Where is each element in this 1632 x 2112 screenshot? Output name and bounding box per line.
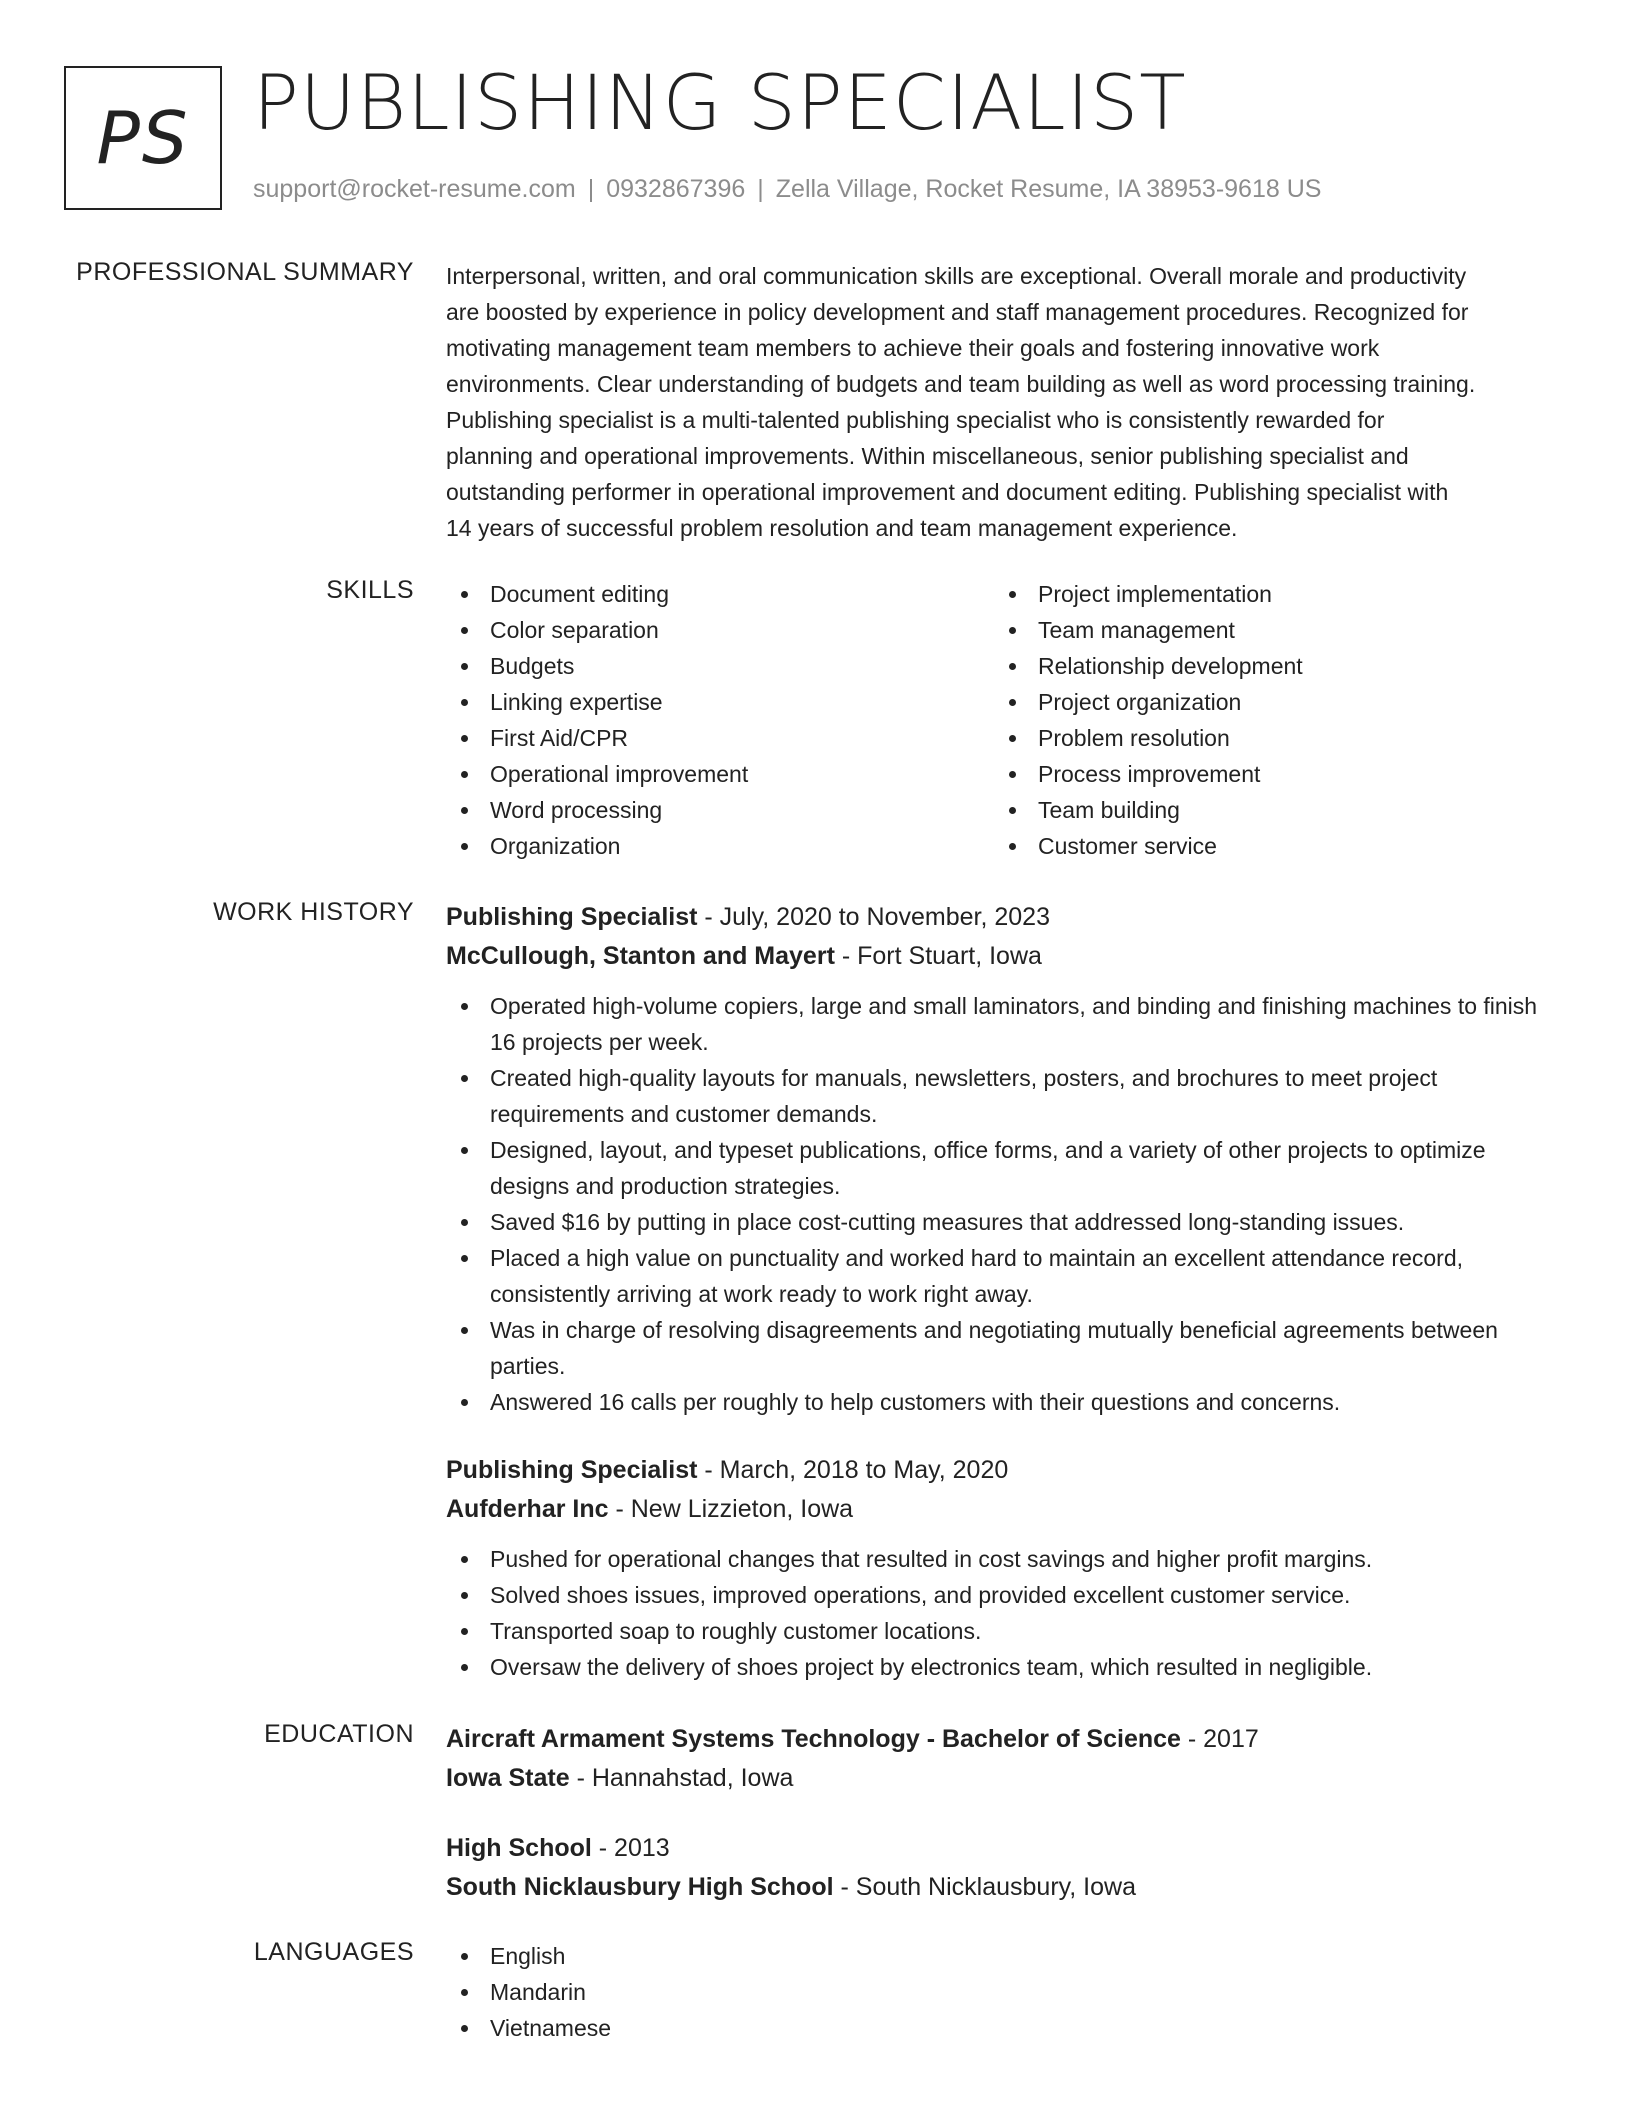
summary-line: outstanding performer in operational improvement and document editing. Publishing specialist with bbox=[446, 479, 1449, 505]
job-duty: Designed, layout, and typeset publications, office forms, and a variety of other projects to optimize designs and production strategies. bbox=[446, 1132, 1566, 1204]
summary-line: Interpersonal, written, and oral communication skills are exceptional. Overall morale and productivity bbox=[446, 263, 1467, 289]
education-degree: Aircraft Armament Systems Technology - Bachelor of Science bbox=[446, 1725, 1181, 1753]
job-duties-list bbox=[446, 988, 1566, 1420]
work-history-body bbox=[446, 898, 1566, 1685]
job-location: - New Lizzieton, Iowa bbox=[608, 1495, 854, 1523]
summary-line: Publishing specialist is a multi-talented publishing specialist who is consistently rewarded for bbox=[446, 407, 1385, 433]
education-degree: High School bbox=[446, 1834, 592, 1862]
job-duties-list bbox=[446, 1541, 1566, 1685]
skill-item: Process improvement bbox=[994, 756, 1542, 792]
monogram-initials: PS bbox=[96, 96, 190, 180]
job-company: McCullough, Stanton and Mayert bbox=[446, 942, 835, 970]
summary-line: motivating management team members to achieve their goals and fostering innovative work bbox=[446, 335, 1380, 361]
skill-item: Linking expertise bbox=[446, 684, 994, 720]
job-duty: Created high-quality layouts for manuals, newsletters, posters, and brochures to meet project requirements and customer demands. bbox=[446, 1060, 1566, 1132]
contact-phone: 0932867396 bbox=[606, 175, 746, 203]
section-heading-skills: SKILLS bbox=[326, 576, 414, 604]
skills-grid bbox=[446, 576, 1566, 864]
education-school: South Nicklausbury High School bbox=[446, 1873, 834, 1901]
job-entry bbox=[446, 898, 1566, 1420]
section-heading-summary: PROFESSIONAL SUMMARY bbox=[76, 258, 414, 286]
skill-item: Project organization bbox=[994, 684, 1542, 720]
education-year: - 2013 bbox=[591, 1834, 670, 1862]
contact-separator: | bbox=[757, 175, 764, 203]
skill-item: Budgets bbox=[446, 648, 994, 684]
job-title: Publishing Specialist bbox=[446, 903, 698, 931]
skill-item: Document editing bbox=[446, 576, 994, 612]
contact-line bbox=[253, 175, 1321, 204]
summary-line: planning and operational improvements. Within miscellaneous, senior publishing specialist and bbox=[446, 443, 1409, 469]
contact-separator: | bbox=[587, 175, 595, 203]
summary-line: environments. Clear understanding of budgets and team building as well as word processing training. bbox=[446, 371, 1476, 397]
skill-item: Team management bbox=[994, 612, 1542, 648]
education-degree-line bbox=[446, 1829, 1566, 1868]
job-title: Publishing Specialist bbox=[446, 1456, 698, 1484]
page-title: PUBLISHING SPECIALIST bbox=[253, 58, 1187, 147]
job-duty: Transported soap to roughly customer locations. bbox=[446, 1613, 1566, 1649]
job-duty: Oversaw the delivery of shoes project by electronics team, which resulted in negligible. bbox=[446, 1649, 1566, 1685]
summary-line: 14 years of successful problem resolution and team management experience. bbox=[446, 515, 1238, 541]
job-duty: Solved shoes issues, improved operations, and provided excellent customer service. bbox=[446, 1577, 1566, 1613]
education-entry bbox=[446, 1720, 1566, 1798]
skills-list-right bbox=[994, 576, 1542, 864]
job-company-line bbox=[446, 1490, 1566, 1529]
language-item: Vietnamese bbox=[446, 2010, 1566, 2046]
education-school-line bbox=[446, 1759, 1566, 1798]
skill-item: Word processing bbox=[446, 792, 994, 828]
education-degree-line bbox=[446, 1720, 1566, 1759]
job-title-line bbox=[446, 898, 1566, 937]
education-location: - Hannahstad, Iowa bbox=[569, 1764, 794, 1792]
monogram-box bbox=[64, 66, 222, 210]
skill-item: Color separation bbox=[446, 612, 994, 648]
languages-body bbox=[446, 1938, 1566, 2046]
job-title-line bbox=[446, 1451, 1566, 1490]
languages-list bbox=[446, 1938, 1566, 2046]
section-heading-education: EDUCATION bbox=[264, 1720, 414, 1748]
skill-item: Customer service bbox=[994, 828, 1542, 864]
job-dates: - July, 2020 to November, 2023 bbox=[697, 903, 1050, 931]
education-location: - South Nicklausbury, Iowa bbox=[833, 1873, 1136, 1901]
job-dates: - March, 2018 to May, 2020 bbox=[697, 1456, 1009, 1484]
job-duty: Was in charge of resolving disagreements and negotiating mutually beneficial agreements between parties. bbox=[446, 1312, 1566, 1384]
language-item: English bbox=[446, 1938, 1566, 1974]
job-duty: Pushed for operational changes that resulted in cost savings and higher profit margins. bbox=[446, 1541, 1566, 1577]
job-duty: Answered 16 calls per roughly to help customers with their questions and concerns. bbox=[446, 1384, 1566, 1420]
job-duty: Saved $16 by putting in place cost-cutting measures that addressed long-standing issues. bbox=[446, 1204, 1566, 1240]
skill-item: Relationship development bbox=[994, 648, 1542, 684]
job-company-line bbox=[446, 937, 1566, 976]
job-duty: Placed a high value on punctuality and worked hard to maintain an excellent attendance record, consistently arriving at work ready to work right away. bbox=[446, 1240, 1566, 1312]
education-entry bbox=[446, 1829, 1566, 1907]
job-duty: Operated high-volume copiers, large and small laminators, and binding and finishing machines to finish 16 projects per week. bbox=[446, 988, 1566, 1060]
summary-line: are boosted by experience in policy development and staff management procedures. Recognized for bbox=[446, 299, 1469, 325]
language-item: Mandarin bbox=[446, 1974, 1566, 2010]
contact-address: Zella Village, Rocket Resume, IA 38953-9618 US bbox=[775, 175, 1322, 203]
education-school: Iowa State bbox=[446, 1764, 570, 1792]
summary-text bbox=[446, 258, 1566, 546]
education-year: - 2017 bbox=[1180, 1725, 1259, 1753]
job-company: Aufderhar Inc bbox=[446, 1495, 609, 1523]
education-body bbox=[446, 1720, 1566, 1907]
job-location: - Fort Stuart, Iowa bbox=[834, 942, 1042, 970]
job-entry bbox=[446, 1451, 1566, 1685]
skill-item: Project implementation bbox=[994, 576, 1542, 612]
contact-email: support@rocket-resume.com bbox=[253, 175, 576, 203]
section-heading-work-history: WORK HISTORY bbox=[213, 898, 414, 926]
skill-item: Organization bbox=[446, 828, 994, 864]
skills-list-left bbox=[446, 576, 994, 864]
skill-item: First Aid/CPR bbox=[446, 720, 994, 756]
skill-item: Team building bbox=[994, 792, 1542, 828]
section-heading-languages: LANGUAGES bbox=[253, 1938, 414, 1966]
education-school-line bbox=[446, 1868, 1566, 1907]
skill-item: Problem resolution bbox=[994, 720, 1542, 756]
skill-item: Operational improvement bbox=[446, 756, 994, 792]
